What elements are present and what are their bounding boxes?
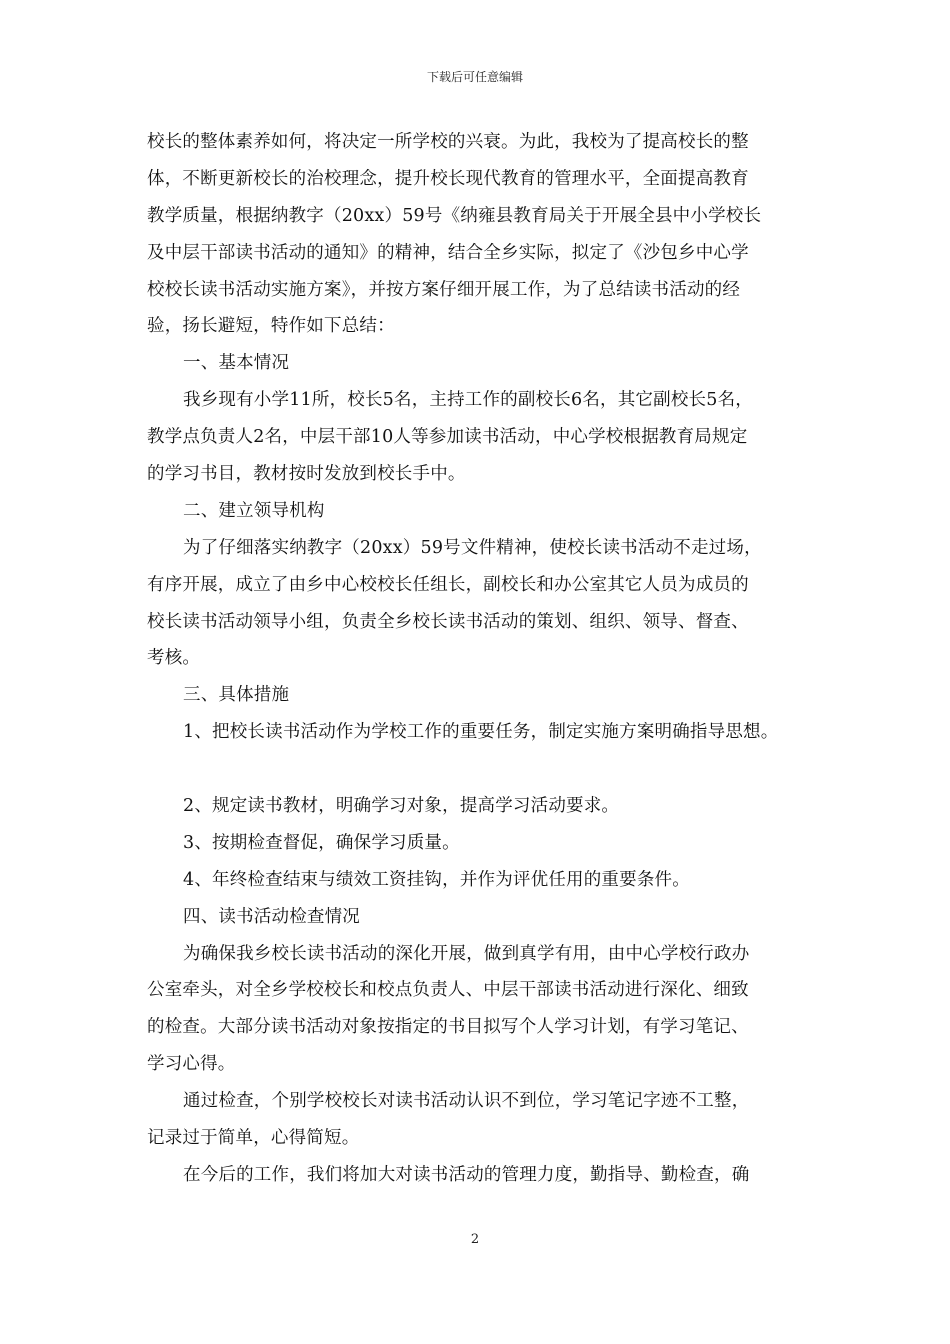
list-item: 4、年终检查结束与绩效工资挂钩，并作为评优任用的重要条件。 (183, 869, 690, 890)
section-heading: 三、具体措施 (183, 685, 290, 706)
paragraph-line: 教学质量，根据纳教字（20xx）59号《纳雍县教育局关于开展全县中小学校长 (147, 205, 762, 226)
paragraph-line: 教学点负责人2名，中层干部10人等参加读书活动，中心学校根据教育局规定 (147, 427, 748, 448)
paragraph-line: 校校长读书活动实施方案》，并按方案仔细开展工作，为了总结读书活动的经 (147, 279, 741, 300)
blank-line (147, 751, 827, 788)
page-header: 下载后可任意编辑 (426, 70, 523, 84)
paragraph-line: 记录过于简单，心得简短。 (147, 1128, 360, 1149)
paragraph-line: 校长读书活动领导小组，负责全乡校长读书活动的策划、组织、领导、督查、 (147, 611, 749, 632)
paragraph-line: 在今后的工作，我们将加大对读书活动的管理力度，勤指导、勤检查，确 (183, 1164, 750, 1185)
paragraph-line: 为确保我乡校长读书活动的深化开展，做到真学有用，由中心学校行政办 (183, 943, 750, 964)
paragraph-line: 验，扬长避短，特作如下总结： (147, 316, 395, 337)
paragraph-line: 公室牵头，对全乡学校校长和校点负责人、中层干部读书活动进行深化、细致 (147, 980, 749, 1001)
paragraph-line: 及中层干部读书活动的通知》的精神，结合全乡实际，拟定了《沙包乡中心学 (147, 242, 749, 263)
paragraph-line: 学习心得。 (147, 1054, 236, 1075)
document-body (147, 124, 827, 1194)
section-heading: 四、读书活动检查情况 (183, 906, 360, 927)
list-item: 1、把校长读书活动作为学校工作的重要任务，制定实施方案明确指导思想。 (183, 722, 779, 743)
paragraph-line: 为了仔细落实纳教字（20xx）59号文件精神，使校长读书活动不走过场， (183, 537, 762, 558)
paragraph-line: 有序开展，成立了由乡中心校校长任组长，副校长和办公室其它人员为成员的 (147, 574, 749, 595)
section-heading: 一、基本情况 (183, 353, 290, 374)
paragraph-line: 考核。 (147, 648, 201, 669)
paragraph-line: 的学习书目，教材按时发放到校长手中。 (147, 464, 466, 485)
paragraph-line: 校长的整体素养如何，将决定一所学校的兴衰。为此，我校为了提高校长的整 (147, 132, 749, 152)
list-item: 2、规定读书教材，明确学习对象，提高学习活动要求。 (183, 796, 620, 817)
paragraph-line: 我乡现有小学11所，校长5名，主持工作的副校长6名，其它副校长5名， (183, 390, 753, 411)
page-number: 2 (470, 1232, 480, 1247)
paragraph-line: 体，不断更新校长的治校理念，提升校长现代教育的管理水平，全面提高教育 (147, 168, 749, 189)
paragraph-line: 的检查。大部分读书活动对象按指定的书目拟写个人学习计划，有学习笔记、 (147, 1017, 749, 1038)
section-heading: 二、建立领导机构 (183, 500, 325, 521)
list-item: 3、按期检查督促，确保学习质量。 (183, 832, 460, 853)
paragraph-line: 通过检查，个别学校校长对读书活动认识不到位，学习笔记字迹不工整， (183, 1091, 750, 1112)
